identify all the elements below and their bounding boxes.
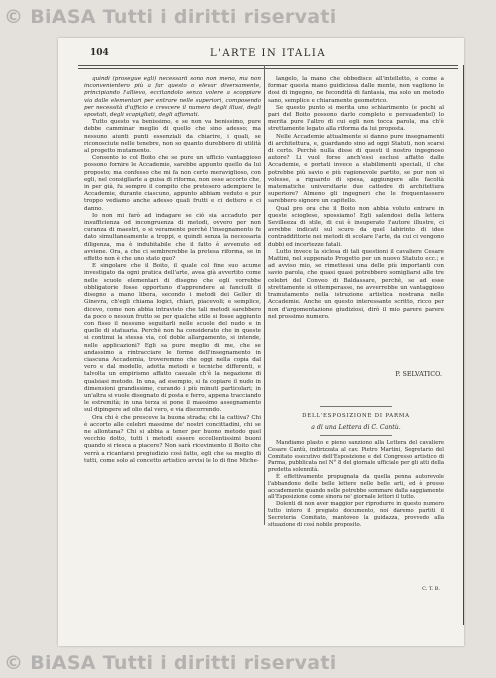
paragraph: Dolenti di non aver maggior per riprodurre in questo numero tutto intero il pregiato documento, noi daremo partiti il Secreteria Comitato, mantoveo la guidazza, provvedo alla situazione di così nobile proposito. xyxy=(268,501,444,528)
watermark-bottom: © BiASA Tutti i diritti riservati xyxy=(4,652,337,674)
article-heading: DELL'ESPOSIZIONE DI PARMA xyxy=(302,413,410,419)
paragraph: È effettivamente propugnata da quella penna autorevole l'abbandono delle belle lettere nelle belle arti, ed è presso accademente quando nelle potrebbe sommare dalla saggiamente all'Esposizione come sinora ne' giornale lettori il tutto. xyxy=(268,473,444,501)
scanned-page xyxy=(58,38,464,646)
article-subheading: a di una Lettera di C. Cantù. xyxy=(311,424,401,431)
header-rule-thin xyxy=(78,68,458,69)
paragraph: Lutto invece la siclesa di tali questioni il cavaliere Cesare Mattini, nel suppenato Progetto per un nuovo Statuto ecc.; e ad avviso mio, se rimettessi una delle più importanti con savio parola, che quasi quasi potrebbero somigliarsi alle tre celebri del Conveo di Baldassare, perchè, se ad esse strettamente si ottemperasse, ne avverrebbe un vantaggioso tramutamento nella istruzione artistica nostrana nelle Accademie. Anche un questo interessante scritto, ricco per non d'argomentazione giudiziosi, dirò il mio parere parere nel prossimo numero. xyxy=(268,248,444,320)
paragraph: Ora chi è che presceve la buona strada; chi la cattiva? Chi è accorto alle celebri massime de' nostri concittadini, chi se ne allontana? Chi si abbia a tener per buono metodo quel vecchio dotto, tutti i metodi essere eccellentissimi buoni quando si riesca a piacere? Non sarà ricevimento il Boito che verrà a ricantarsi pregiudizio così fatto, egli che sa meglio di tutti, come solo al concetto artistico avvisi le lo di fine Miche- xyxy=(84,414,261,464)
paragraph: Se questo punto si merita uno schiarimento (e pochi al pari del Boito possono darlo completo e persuadentel) lo merita pure l'altro di cui egli non tocca parola, ma ch'è strettamente legato alla riforma da lui proposta. xyxy=(268,104,444,133)
paragraph: Mandiamo plasto e pieno sanziono alla Lettera del cavaliere Cesare Cantù, indirizzata al cav. Pietro Martini, Segretario del Comitato esecutivo dell'Esposizione e del Congresso artistico di Parma, pubblicata nel N° 8 del giornale ufficiale per gli atti della predetta solennità. xyxy=(268,440,444,474)
right-column xyxy=(268,76,444,386)
watermark-top: © BiASA Tutti i diritti riservati xyxy=(4,6,337,28)
header-rule xyxy=(78,65,458,66)
column-divider xyxy=(264,65,265,525)
paragraph: Io non mi farò ad indagare se ciò sia accaduto per insufficienza od incongruenza di metodi, ovvero per non curanza di maestri, o si veramente perchè l'insegnamento fu dato simultaneamente a troppi, e quindi senza la necessaria diligenza, ma è indubitabile che il fatto è avvenuto ed avviene. Ora, a che ci sembrerebbe la pretesa riforma, se in effetto non è che uno stato quo? xyxy=(84,212,261,263)
running-head: L'ARTE IN ITALIA xyxy=(209,48,327,59)
page-header xyxy=(90,48,446,62)
page-number: 104 xyxy=(90,48,109,58)
paragraph: E singolare che il Boito, il quale col fine suo acume investigato da ogni pratica dell'arte, avea già avvertito come nelle scuole elementari di disegno che egli vorrebbe obbligatorie fosse opportuno d'apprendere ai fanciulli il disegno a mano libera, secondo i metodi dei Geller di Ginevra, ch'egli chiama logici, chiari, piacevoli; e semplice, dicevo, come non abbia intravisto che tali metodi sarebbero da poco o nessun frutto se per qualche stile si fosse aggiunto con fisso il nessuno seguitarli nelle scuole del nudo e in quelle di statuaria. Perchè non ha considerato che in queste si continui la stessa via, col doble allargamento, si intende, nelle applicazioni? Egli sa pure meglio di me, che se andassimo a rintracciare le forme dell'insegnamento in ciascuna Accademia, troveremmo che oggi nella copia dal vero e dal modello, adotta metodi e tecniche differenti, e talvolta un empirismo affatto casuale ch'è la negazione di qualsiasi metodo. In una, ad esempio, si fa copiare il nudo in dimensioni grandissime, curando i più minuti particolari; in un'altra si vuole disegnato di posta e ferro, appena tracciando le estremità; in una terza si pone il massimo assegnamento sul dipingere ad olio dal vero, e via discorrendo. xyxy=(84,263,261,414)
paragraph: Qual pro ora che il Boito non abbia voluto entrare in queste scioglese, spossiamo! Egli salendosi della lettera Sevilleeza di stile, di cui è insuperato l'autore illustre, ci avrebbe indicati sul scuro da quel labirinto di idee contraddittorie nei metodi di scolare l'arte, da cui ci vengono dubbi ed incertezze fatali. xyxy=(268,205,444,248)
page-edge-rule xyxy=(463,65,464,625)
paragraph: quindi (prosegue egli) necessarii sono non meno, ma non inconvenientero più a far questo o elevar diversamente, principiando l'allievo, eccitandolo senza volere a scoppiare via dalle elementari per entrare nelle superiori, composendo per necessità d'ufficio e crescere il numero degli illusi, degli spostati, degli scapigliati, degli affamati. xyxy=(84,76,261,119)
left-column xyxy=(84,76,261,616)
paragraph: langelo, la mano che obbedisce all'intelletto, e come a formar questa mano guidiciosa dalle mente, non vagliono le dosi di ingegno, ne fecondità di fantasia, ma solo un metodo sano, semplice e chiaramente geometrico. xyxy=(268,76,444,104)
article-body xyxy=(268,440,444,575)
article-initials: C. T. B. xyxy=(422,586,440,592)
section-rule xyxy=(320,435,392,436)
paragraph: Nelle Accademie attualmente si danno pure insegnamenti di architettura, e, guardando sino ad oggi Statuti, non scarsi di certo. Perchè nulla disse di questi il nostro ingegnoso autore? Li vuol forse anch'essi esclusi affatto dalle Accademie, e portati invece a stabilimenti speciali, il che potrebbe più savio e più ragionevole partito, se pur non si volesse, a riguardo di spesa, aggiungere alle facoltà matematiche universitarie due cattedre di architettura superiore? Almeno gli ingegneri che le frequentassero sarebbero signore un capitello. xyxy=(268,133,444,205)
section-rule xyxy=(320,406,392,407)
paragraph: Consento io col Boito che se pure un ufficio vantaggioso possono fornire le Accademie, sarebbe appunto quello da lui proposto; ma confesso che mi fa non certo meraviglioso, con egli, nel consigliarle a guisa di riforma, non osse accorto che, in per già, fu sempre il compito che pretesero adempiere le Accademie, durante ciascuno, appunto abbiam veduto e pur troppo vediamo anche adesso quali frutti e ci dettero e ci danno. xyxy=(84,155,261,212)
paragraph: Tutto questo va benissimo, e se non va benissimo, pure debbe camminar meglio di quello che sino adesso; ma nessuno aiunti punti essenziali da chiarire, i quali, se riconosciute nelle tenebre, non so quanto durebbero di utilità al progetto mutamento. xyxy=(84,119,261,155)
author-signature: P. SELVATICO. xyxy=(395,370,442,378)
